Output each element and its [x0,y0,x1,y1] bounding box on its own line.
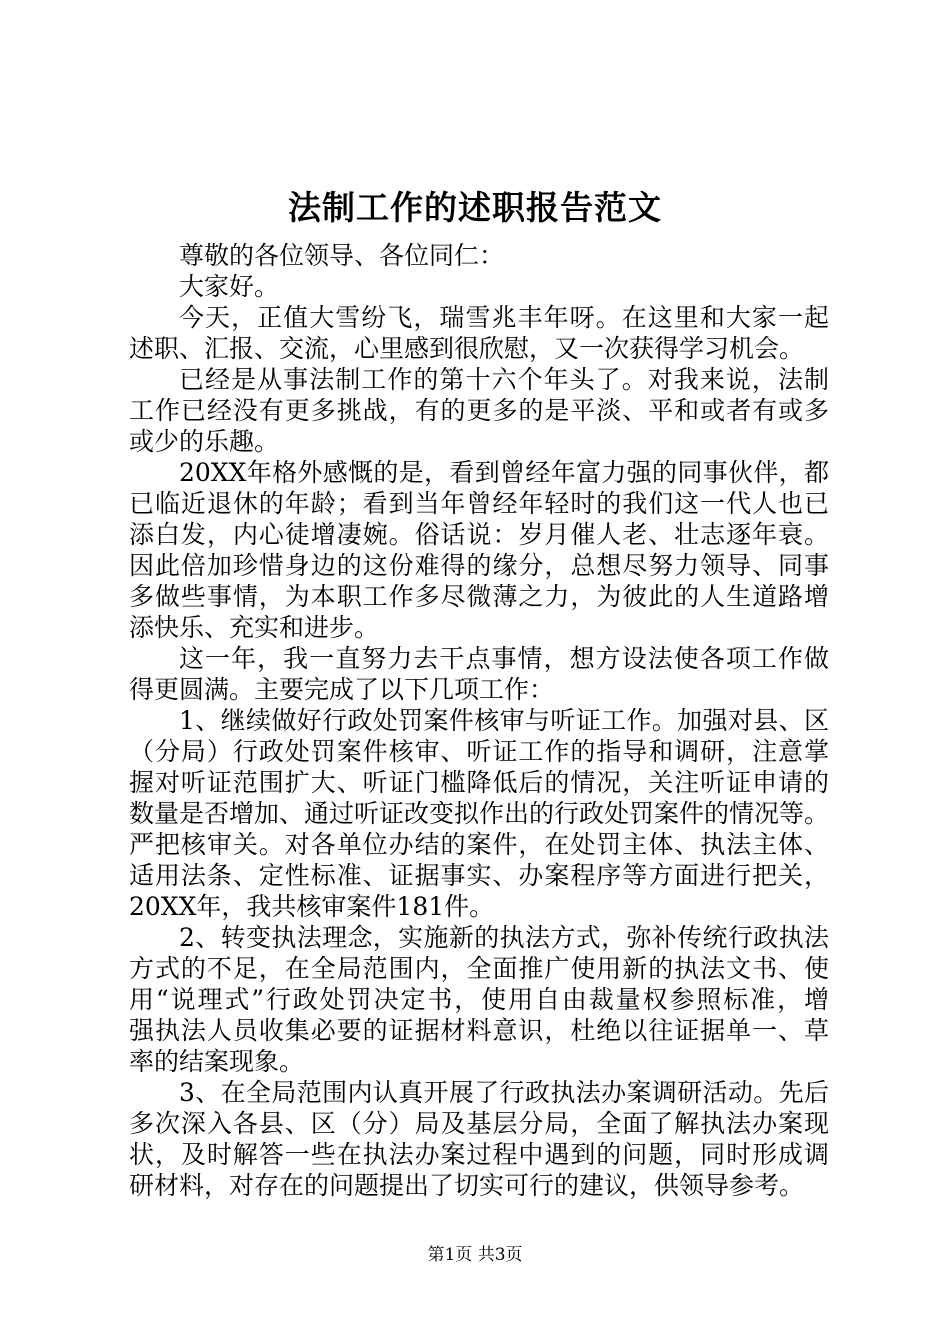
text-line: 数量是否增加、通过听证改变拟作出的行政处罚案件的情况等。 [129,799,830,828]
text-line: 研材料，对存在的问题提出了切实可行的建议，供领导参考。 [129,1171,805,1200]
text-line: 今天，正值大雪纷飞，瑞雪兆丰年呀。在这里和大家一起 [179,303,829,332]
page-indicator: 第1页 共3页 [427,1245,523,1265]
greeting: 大家好。 [179,272,280,301]
text-line: 强执法人员收集必要的证据材料意识，杜绝以往证据单一、草 [129,1016,829,1045]
text-line: 用“说理式”行政处罚决定书，使用自由裁量权参照标准，增 [129,985,829,1014]
text-line: 适用法条、定性标准、证据事实、办案程序等方面进行把关， [129,861,829,890]
text-line: 3、在全局范围内认真开展了行政执法办案调研活动。先后 [179,1078,829,1107]
text-line: 2、转变执法理念，实施新的执法方式，弥补传统行政执法 [179,923,829,952]
text-line: 20XX年格外感慨的是，看到曾经年富力强的同事伙伴，都 [179,458,829,487]
text-line: 多次深入各县、区（分）局及基层分局，全面了解执法办案现 [129,1109,829,1138]
text-line: 20XX年，我共核审案件181件。 [129,892,495,921]
text-line: 握对听证范围扩大、听证门槛降低后的情况，关注听证申请的 [129,768,829,797]
text-line: 多做些事情，为本职工作多尽微薄之力，为彼此的人生道路增 [129,582,829,611]
text-line: 工作已经没有更多挑战，有的更多的是平淡、平和或者有或多 [129,396,829,425]
text-line: 述职、汇报、交流，心里感到很欣慰，又一次获得学习机会。 [129,334,805,363]
text-line: 严把核审关。对各单位办结的案件，在处罚主体、执法主体、 [129,830,829,859]
text-line: 方式的不足，在全局范围内，全面推广使用新的执法文书、使 [129,954,829,983]
text-line: 1、继续做好行政处罚案件核审与听证工作。加强对县、区 [179,706,829,735]
document-body [129,240,829,1201]
salutation: 尊敬的各位领导、各位同仁： [179,241,505,270]
document-title: 法制工作的述职报告范文 [288,188,662,227]
text-line: （分局）行政处罚案件核审、听证工作的指导和调研，注意掌 [129,737,829,766]
text-line: 已经是从事法制工作的第十六个年头了。对我来说，法制 [179,365,829,394]
text-line: 得更圆满。主要完成了以下几项工作： [129,675,555,704]
text-line: 因此倍加珍惜身边的这份难得的缘分，总想尽努力领导、同事 [129,551,829,580]
text-line: 或少的乐趣。 [129,427,280,456]
text-line: 状，及时解答一些在执法办案过程中遇到的问题，同时形成调 [129,1140,829,1169]
text-line: 添快乐、充实和进步。 [129,613,380,642]
text-line: 添白发，内心徒增凄婉。俗话说：岁月催人老、壮志逐年衰。 [129,520,829,549]
text-line: 率的结案现象。 [129,1047,305,1076]
text-line: 这一年，我一直努力去干点事情，想方设法使各项工作做 [179,644,829,673]
text-line: 已临近退休的年龄；看到当年曾经年轻时的我们这一代人也已 [129,489,829,518]
